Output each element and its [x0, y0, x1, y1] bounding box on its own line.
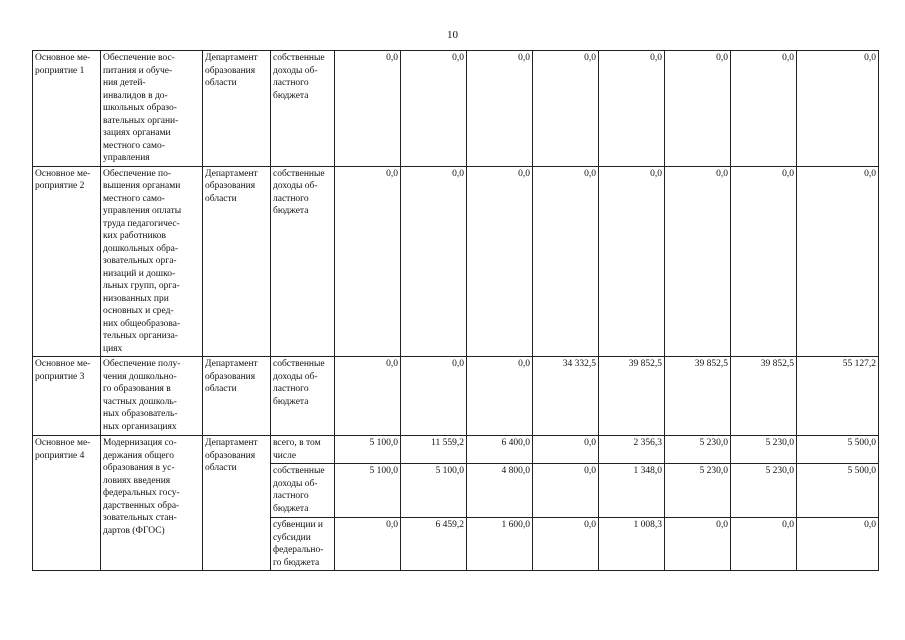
amount-cell: 0,0	[665, 166, 731, 357]
funding-source-text: всего, в том числе	[273, 438, 321, 461]
amount-cell: 1 008,3	[599, 518, 665, 571]
description-cell-text: Обеспечение вос- питания и обуче- ния детей- инвалидов в до- школьных образо- вательных органи- зациях органами местного само- управления	[103, 53, 179, 163]
amount-cell: 0,0	[665, 518, 731, 571]
event-cell	[33, 166, 101, 357]
amount-cell: 5 230,0	[731, 464, 797, 518]
amount-cell: 5 230,0	[731, 436, 797, 464]
funding-source-cell	[271, 518, 335, 571]
amount-cell: 39 852,5	[731, 357, 797, 436]
budget-table	[32, 50, 879, 571]
amount-cell: 0,0	[467, 357, 533, 436]
event-cell-text: Основное ме- роприятие 1	[35, 53, 91, 76]
amount-cell: 5 500,0	[797, 436, 879, 464]
amount-cell: 0,0	[335, 518, 401, 571]
amount-cell: 5 230,0	[665, 464, 731, 518]
amount-cell: 55 127,2	[797, 357, 879, 436]
amount-cell: 0,0	[797, 166, 879, 357]
event-cell-text: Основное ме- роприятие 4	[35, 438, 91, 461]
amount-cell: 2 356,3	[599, 436, 665, 464]
executor-cell	[203, 166, 271, 357]
funding-source-text: собственные доходы об- ластного бюджета	[273, 466, 325, 514]
amount-cell: 0,0	[533, 436, 599, 464]
amount-cell: 5 100,0	[335, 464, 401, 518]
amount-cell: 5 230,0	[665, 436, 731, 464]
amount-cell: 5 100,0	[401, 464, 467, 518]
description-cell-text: Обеспечение полу- чения дошкольно- го образования в частных дошколь- ных образователь- ных организациях	[103, 359, 181, 432]
event-cell-text: Основное ме- роприятие 3	[35, 359, 91, 382]
funding-source-text: субвенции и субсидии федерально- го бюджета	[273, 520, 324, 568]
amount-cell: 0,0	[599, 166, 665, 357]
amount-cell: 0,0	[533, 464, 599, 518]
amount-cell: 0,0	[401, 51, 467, 167]
description-cell	[101, 357, 203, 436]
executor-cell-text: Департамент образования области	[205, 438, 258, 473]
event-cell	[33, 357, 101, 436]
description-cell-text: Обеспечение по- вышения органами местного само- управления оплаты труда педагогичес- ких работников дошкольных обра- зовательных орга- низаций и дошко- льных групп, орга- низованных при основных и сред- них общеобразова- тельных организа- циях	[103, 168, 182, 354]
executor-cell-text: Департамент образования области	[205, 359, 258, 394]
event-cell	[33, 436, 101, 571]
table-row	[33, 436, 879, 464]
funding-source-cell	[271, 357, 335, 436]
amount-cell: 11 559,2	[401, 436, 467, 464]
amount-cell: 0,0	[731, 51, 797, 167]
executor-cell	[203, 357, 271, 436]
amount-cell: 0,0	[335, 357, 401, 436]
table-row	[33, 51, 879, 167]
amount-cell: 6 459,2	[401, 518, 467, 571]
table-row	[33, 166, 879, 357]
description-cell	[101, 436, 203, 571]
funding-source-cell	[271, 166, 335, 357]
amount-cell: 0,0	[467, 51, 533, 167]
amount-cell: 0,0	[797, 518, 879, 571]
funding-source-cell	[271, 464, 335, 518]
event-cell	[33, 51, 101, 167]
amount-cell: 0,0	[467, 166, 533, 357]
amount-cell: 0,0	[533, 166, 599, 357]
event-cell-text: Основное ме- роприятие 2	[35, 168, 91, 191]
amount-cell: 0,0	[665, 51, 731, 167]
executor-cell	[203, 51, 271, 167]
table-row	[33, 357, 879, 436]
amount-cell: 0,0	[335, 51, 401, 167]
executor-cell-text: Департамент образования области	[205, 53, 258, 88]
description-cell	[101, 166, 203, 357]
funding-source-cell	[271, 51, 335, 167]
executor-cell-text: Департамент образования области	[205, 168, 258, 204]
amount-cell: 4 800,0	[467, 464, 533, 518]
funding-source-text: собственные доходы об- ластного бюджета	[273, 359, 325, 407]
amount-cell: 0,0	[533, 51, 599, 167]
amount-cell: 1 348,0	[599, 464, 665, 518]
amount-cell: 0,0	[797, 51, 879, 167]
amount-cell: 0,0	[533, 518, 599, 571]
description-cell-text: Модернизация со- держания общего образования в ус- ловиях введения федеральных госу- дарственных обра- зовательных стан- дартов (ФГОС)	[103, 438, 180, 536]
amount-cell: 6 400,0	[467, 436, 533, 464]
amount-cell: 0,0	[335, 166, 401, 357]
amount-cell: 39 852,5	[665, 357, 731, 436]
amount-cell: 1 600,0	[467, 518, 533, 571]
amount-cell: 5 100,0	[335, 436, 401, 464]
funding-source-cell	[271, 436, 335, 464]
amount-cell: 0,0	[401, 357, 467, 436]
executor-cell	[203, 436, 271, 571]
amount-cell: 34 332,5	[533, 357, 599, 436]
amount-cell: 0,0	[401, 166, 467, 357]
amount-cell: 0,0	[731, 166, 797, 357]
funding-source-text: собственные доходы об- ластного бюджета	[273, 168, 325, 216]
amount-cell: 5 500,0	[797, 464, 879, 518]
page-number: 10	[447, 29, 458, 41]
description-cell	[101, 51, 203, 167]
amount-cell: 0,0	[731, 518, 797, 571]
amount-cell: 0,0	[599, 51, 665, 167]
amount-cell: 39 852,5	[599, 357, 665, 436]
funding-source-text: собственные доходы об- ластного бюджета	[273, 53, 325, 101]
